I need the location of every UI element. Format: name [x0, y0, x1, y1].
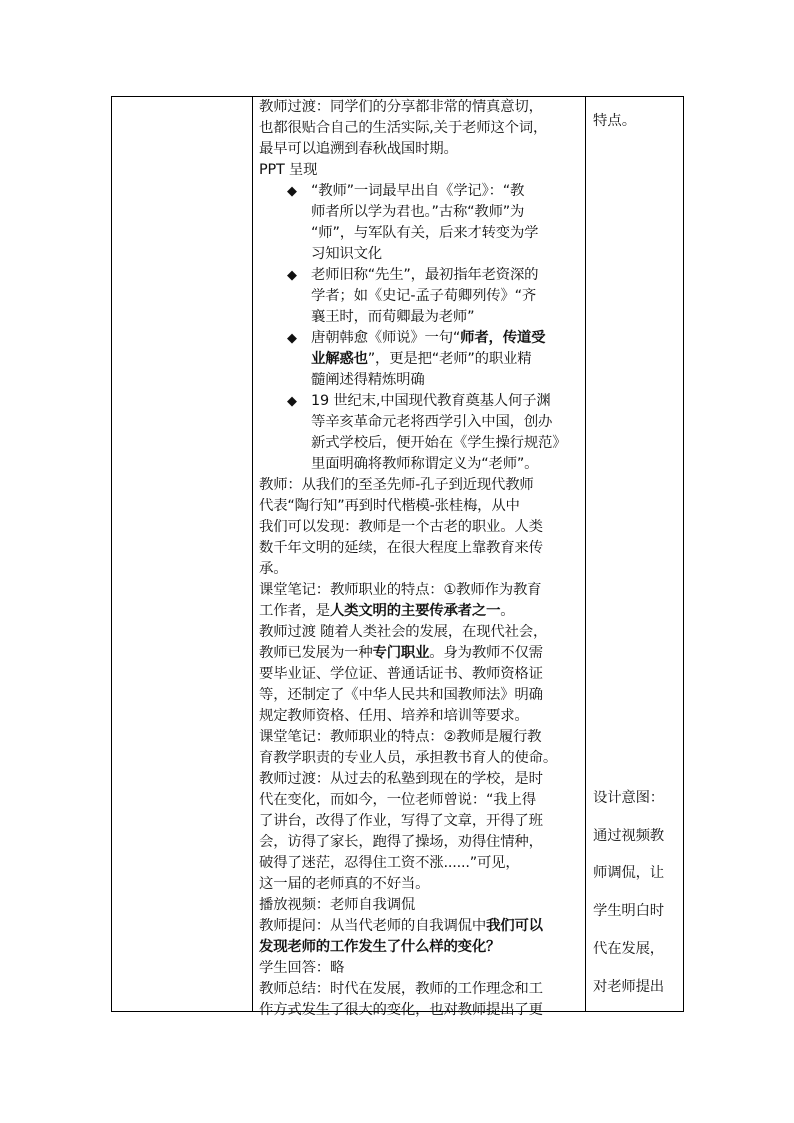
teaching-process-cell [259, 97, 587, 1021]
bullet-line: 新式学校后，便开始在《学生操行规范》 [311, 435, 567, 451]
bullet-line: 习知识文化 [311, 246, 382, 262]
bold-quote: 师者，传道受 [460, 330, 546, 346]
diamond-bullet-icon: ◆ [287, 268, 297, 283]
bold-text: 专门职业 [372, 645, 430, 661]
teacher-line: 承。 [259, 561, 288, 577]
text-run: 工作者，是 [259, 603, 330, 619]
design-line: 学生明白时 [593, 903, 664, 920]
design-line: 对老师提出 [593, 978, 664, 995]
ppt-label: PPT 呈现 [259, 162, 318, 178]
transition-line: 最早可以追溯到春秋战国时期。 [259, 141, 458, 157]
bullet-line: 里面明确将教师称谓定义为“老师”。 [311, 456, 539, 472]
teacher-line: 教师：从我们的至圣先师-孔子到近现代教师 [259, 477, 534, 493]
list-item [259, 328, 587, 391]
diamond-bullet-icon: ◆ [287, 184, 297, 199]
transition-line: 教师过渡：同学们的分享都非常的情真意切， [259, 99, 543, 115]
text-run: 唐朝韩愈《师说》一句“ [311, 330, 461, 346]
text-run: ”，更是把“老师”的职业精 [367, 351, 532, 367]
bold-quote: 业解惑也 [311, 351, 368, 367]
diamond-bullet-icon: ◆ [287, 331, 297, 346]
bullet-line: 学者；如《史记-孟子荀卿列传》“齐 [311, 288, 537, 304]
bold-text: 人类文明的主要传承者之一 [329, 603, 501, 619]
text-run: 教师已发展为一种 [259, 645, 373, 661]
transition-line: 规定教师资格、任用、培养和培训等要求。 [259, 708, 529, 724]
transition-line: 了讲台，改得了作业，写得了文章，开得了班 [259, 813, 543, 829]
diamond-bullet-icon: ◆ [287, 394, 297, 409]
bullet-line: “教师”一词最早出自《学记》：“教 [311, 183, 525, 199]
transition-line: 教师过渡 随着人类社会的发展，在现代社会， [259, 624, 548, 640]
summary-line: 作方式发生了很大的变化，也对教师提出了更 [259, 1002, 543, 1018]
question-line [259, 937, 587, 958]
list-item [259, 265, 587, 328]
design-line: 设计意图： [593, 790, 664, 806]
transition-line: 这一届的老师真的不好当。 [259, 876, 430, 892]
design-intent [593, 780, 685, 1006]
bullet-line [311, 328, 587, 349]
transition-line [259, 643, 587, 664]
teacher-line: 数千年文明的延续，在很大程度上靠教育来传 [259, 540, 543, 556]
transition-line: 代在变化，而如今，一位老师曾说：“我上得 [259, 792, 536, 808]
text-run: 。身为教师不仅需 [429, 645, 543, 661]
teacher-line: 我们可以发现：教师是一个古老的职业。人类 [259, 519, 543, 535]
class-note [259, 601, 587, 622]
answer-line: 学生回答：略 [259, 960, 345, 976]
bullet-line: 19 世纪末,中国现代教育奠基人何子渊 [311, 393, 551, 409]
bullet-line: 等辛亥革命元老将西学引入中国，创办 [311, 414, 553, 430]
teacher-line: 代表“陶行知”再到时代楷模-张桂梅，从中 [259, 498, 520, 514]
transition-line: 教师过渡：从过去的私塾到现在的学校，是时 [259, 771, 543, 787]
transition-line: 等，还制定了《中华人民共和国教师法》明确 [259, 687, 543, 703]
list-item [259, 181, 587, 265]
class-note: 课堂笔记：教师职业的特点：②教师是履行教 [259, 729, 542, 745]
question-line [259, 916, 587, 937]
video-line: 播放视频：老师自我调侃 [259, 897, 416, 913]
text-run: 。 [500, 603, 515, 619]
text-run: 教师提问：从当代老师的自我调侃中 [259, 918, 487, 934]
bullet-line: 师者所以学为君也。”古称“教师”为 [311, 204, 525, 220]
transition-line: 也都很贴合自己的生活实际,关于老师这个词， [259, 120, 548, 136]
transition-line: 会，访得了家长，跑得了操场，劝得住情种， [259, 834, 543, 850]
lesson-plan-table [111, 96, 684, 1018]
transition-line: 破得了迷茫，忍得住工资不涨......”可见， [259, 855, 520, 871]
bullet-line: 襄王时，而荀卿最为老师” [311, 309, 475, 325]
bullet-list [259, 181, 587, 475]
class-note: 育教学职责的专业人员，承担教书育人的使命。 [259, 750, 558, 766]
bullet-line: “师”，与军队有关，后来才转变为学 [311, 225, 539, 241]
bold-text: 我们可以 [486, 918, 543, 934]
bold-text: 发现老师的工作发生了什么样的变化？ [259, 939, 501, 955]
design-line: 代在发展， [593, 940, 664, 957]
summary-line: 教师总结：时代在发展，教师的工作理念和工 [259, 981, 543, 997]
transition-line: 要毕业证、学位证、普通话证书、教师资格证 [259, 666, 543, 682]
bullet-line: 髓阐述得精炼明确 [311, 372, 425, 388]
design-line: 师调侃，让 [593, 865, 664, 882]
bullet-line: 老师旧称“先生”，最初指年老资深的 [311, 267, 539, 283]
bullet-line [311, 349, 587, 370]
left-cell [112, 97, 252, 1011]
design-line: 通过视频教 [593, 827, 664, 844]
right-top-text: 特点。 [593, 113, 637, 129]
column-divider [252, 97, 253, 1011]
class-note: 课堂笔记：教师职业的特点：①教师作为教育 [259, 582, 542, 598]
list-item [259, 391, 587, 475]
